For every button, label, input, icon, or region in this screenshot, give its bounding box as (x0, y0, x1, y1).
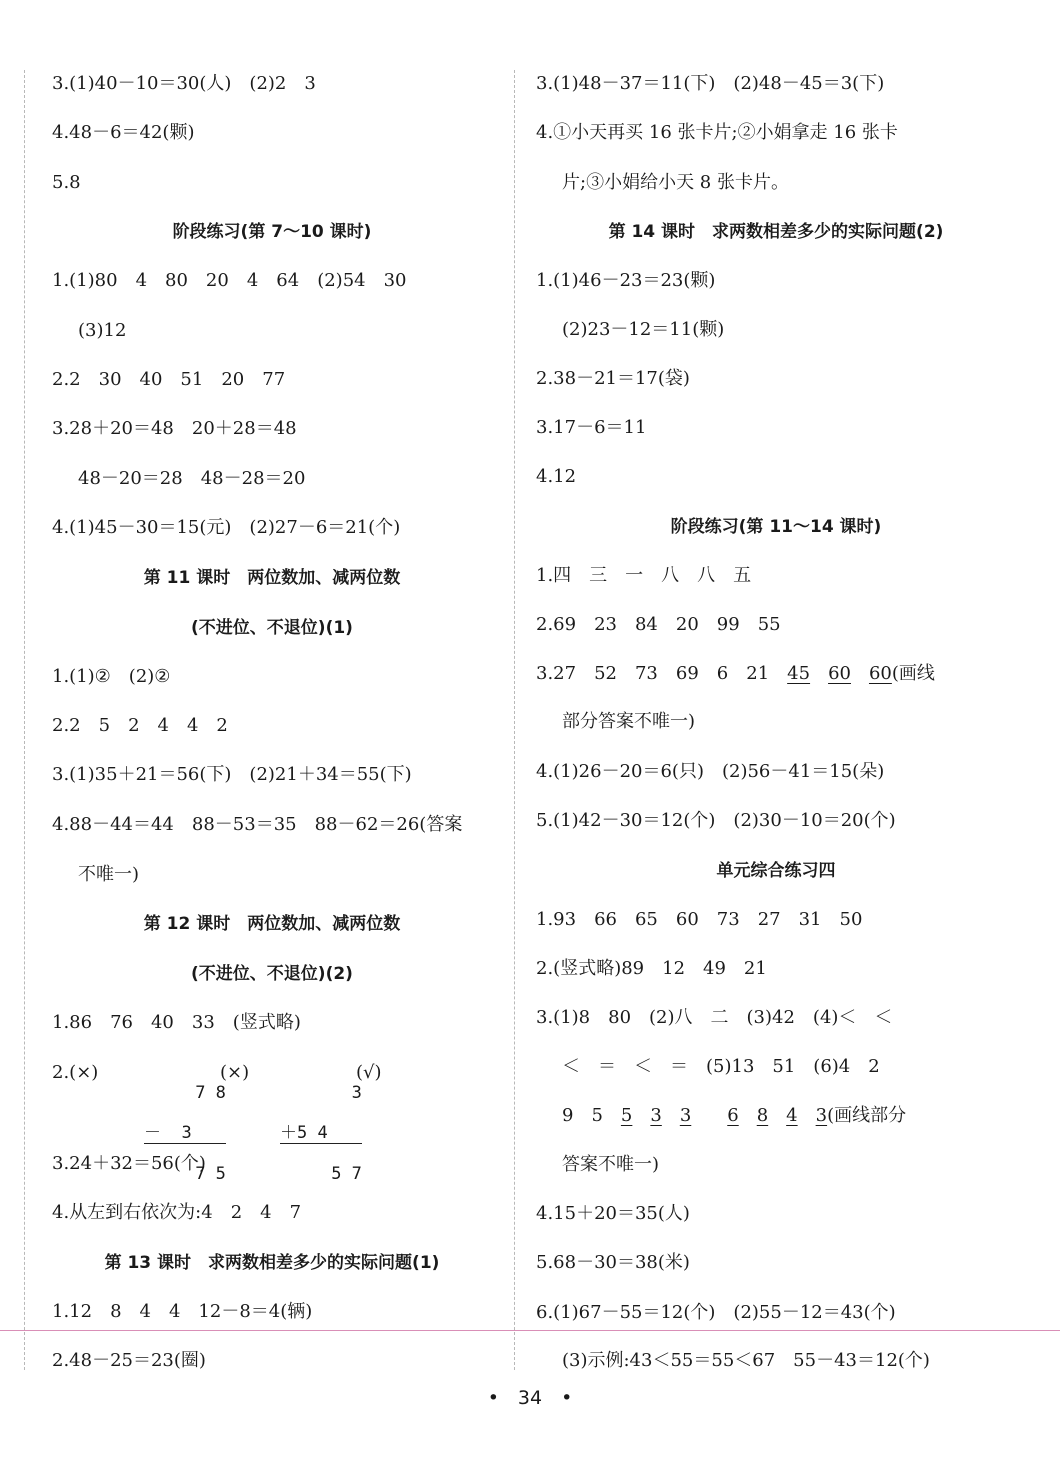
answer-line: 3.28＋20＝48 20＋28＝48 (52, 418, 297, 439)
underlined-answer: 3 (815, 1105, 828, 1126)
answer-line: 4.(1)45－30＝15(元) (2)27－6＝21(个) (52, 517, 401, 538)
underlined-answer: 60 (868, 663, 892, 684)
answer-line: 3.(1)8 80 (2)八 二 (3)42 (4)＜ ＜ (536, 1007, 893, 1028)
answer-text: 3.27 52 73 69 6 21 (536, 663, 788, 684)
answer-line: 4.12 (536, 466, 577, 487)
vertical-middle: － 3 (144, 1123, 226, 1144)
vertical-top: 7 8 (184, 1083, 226, 1103)
answer-line: 3.17－6＝11 (536, 417, 647, 438)
answer-line: 4.15＋20＝35(人) (536, 1203, 690, 1224)
answer-line: 4.48－6＝42(颗) (52, 122, 195, 143)
answer-line: 答案不唯一) (562, 1154, 660, 1175)
underlined-answer: 6 (727, 1105, 739, 1126)
section-heading: 阶段练习(第 11～14 课时) (670, 517, 882, 537)
answer-line: 4.(1)26－20＝6(只) (2)56－41＝15(朵) (536, 761, 885, 782)
answer-line (536, 662, 935, 686)
underlined-answer: 8 (756, 1105, 769, 1126)
answer-line: 5.68－30＝38(米) (536, 1252, 690, 1273)
answer-line: 不唯一) (78, 864, 140, 885)
vertical-subtraction (144, 1063, 226, 1204)
answer-line: 片;③小娟给小天 8 张卡片。 (562, 172, 789, 193)
section-heading: 第 14 课时 求两数相差多少的实际问题(2) (608, 222, 944, 242)
section-heading: 单元综合练习四 (716, 861, 836, 881)
column-divider (514, 70, 515, 1370)
answer-line: 5.(1)42－30＝12(个) (2)30－10＝20(个) (536, 810, 896, 831)
vertical-result: 5 7 (320, 1164, 362, 1184)
section-heading: 第 12 课时 两位数加、减两位数 (143, 914, 401, 934)
section-subheading: (不进位、不退位)(1) (191, 618, 353, 638)
answer-line: 3.(1)35＋21＝56(下) (2)21＋34＝55(下) (52, 764, 412, 785)
section-subheading: (不进位、不退位)(2) (191, 964, 353, 984)
answer-line: 1.86 76 40 33 (竖式略) (52, 1012, 301, 1033)
answer-line: 2.38－21＝17(袋) (536, 368, 690, 389)
answer-line: 1.(1)② (2)② (52, 666, 171, 687)
vertical-result: 7 5 (184, 1164, 226, 1184)
underlined-answer: 3 (679, 1105, 692, 1126)
answer-text: (画线 (891, 663, 935, 684)
answer-line: 1.12 8 4 4 12－8＝4(辆) (52, 1301, 313, 1322)
answer-line: 2.2 30 40 51 20 77 (52, 369, 286, 390)
vertical-middle: ＋5 4 (280, 1123, 362, 1144)
answer-line: 2.(×) (52, 1062, 99, 1083)
underlined-answer: 4 (786, 1105, 798, 1126)
underlined-answer: 3 (650, 1105, 662, 1126)
answer-line: (3)示例:43＜55＝55＜67 55－43＝12(个) (562, 1350, 930, 1371)
underlined-answer: 45 (787, 663, 811, 684)
answer-line: 2.48－25＝23(圈) (52, 1350, 206, 1371)
answer-line: 2.69 23 84 20 99 55 (536, 614, 781, 635)
answer-line: (2)23－12＝11(颗) (562, 319, 725, 340)
answer-line: 2.2 5 2 4 4 2 (52, 715, 228, 736)
footer-rule (0, 1330, 1060, 1331)
answer-line (562, 1104, 906, 1128)
answer-mark: (×) (220, 1062, 250, 1083)
answer-line: 3.(1)40－10＝30(人) (2)2 3 (52, 73, 316, 94)
answer-line: 5.8 (52, 172, 81, 193)
answer-line: 2.(竖式略)89 12 49 21 (536, 958, 767, 979)
section-heading: 第 11 课时 两位数加、减两位数 (143, 568, 401, 588)
underlined-answer: 5 (620, 1105, 633, 1126)
vertical-addition (280, 1063, 362, 1204)
section-heading: 第 13 课时 求两数相差多少的实际问题(1) (104, 1253, 440, 1273)
section-heading: 阶段练习(第 7～10 课时) (172, 222, 372, 242)
answer-line: 6.(1)67－55＝12(个) (2)55－12＝43(个) (536, 1302, 896, 1323)
answer-line: 4.从左到右依次为:4 2 4 7 (52, 1202, 302, 1223)
answer-line: ＜ ＝ ＜ ＝ (5)13 51 (6)4 2 (562, 1056, 880, 1077)
answer-line: 4.①小天再买 16 张卡片;②小娟拿走 16 张卡 (536, 122, 898, 143)
answer-line: 1.(1)80 4 80 20 4 64 (2)54 30 (52, 270, 407, 291)
answer-text: (画线部分 (827, 1105, 907, 1126)
answer-line: 1.93 66 65 60 73 27 31 50 (536, 909, 863, 930)
answer-text: 9 5 (562, 1105, 621, 1126)
answer-line: (3)12 (78, 320, 127, 341)
answer-line: 部分答案不唯一) (562, 711, 696, 732)
answer-line: 1.四 三 一 八 八 五 (536, 565, 752, 586)
answer-line: 48－20＝28 48－28＝20 (78, 468, 306, 489)
vertical-top: 3 (320, 1083, 362, 1103)
answer-line: 1.(1)46－23＝23(颗) (536, 270, 716, 291)
page-number: • 34 • (487, 1387, 573, 1409)
answer-line: 3.24＋32＝56(个) (52, 1153, 206, 1174)
left-margin-rule (24, 70, 25, 1370)
answer-line: 4.88－44＝44 88－53＝35 88－62＝26(答案 (52, 814, 463, 835)
answer-mark: (√) (356, 1062, 382, 1083)
answer-line: 3.(1)48－37＝11(下) (2)48－45＝3(下) (536, 73, 885, 94)
underlined-answer: 60 (828, 663, 851, 684)
